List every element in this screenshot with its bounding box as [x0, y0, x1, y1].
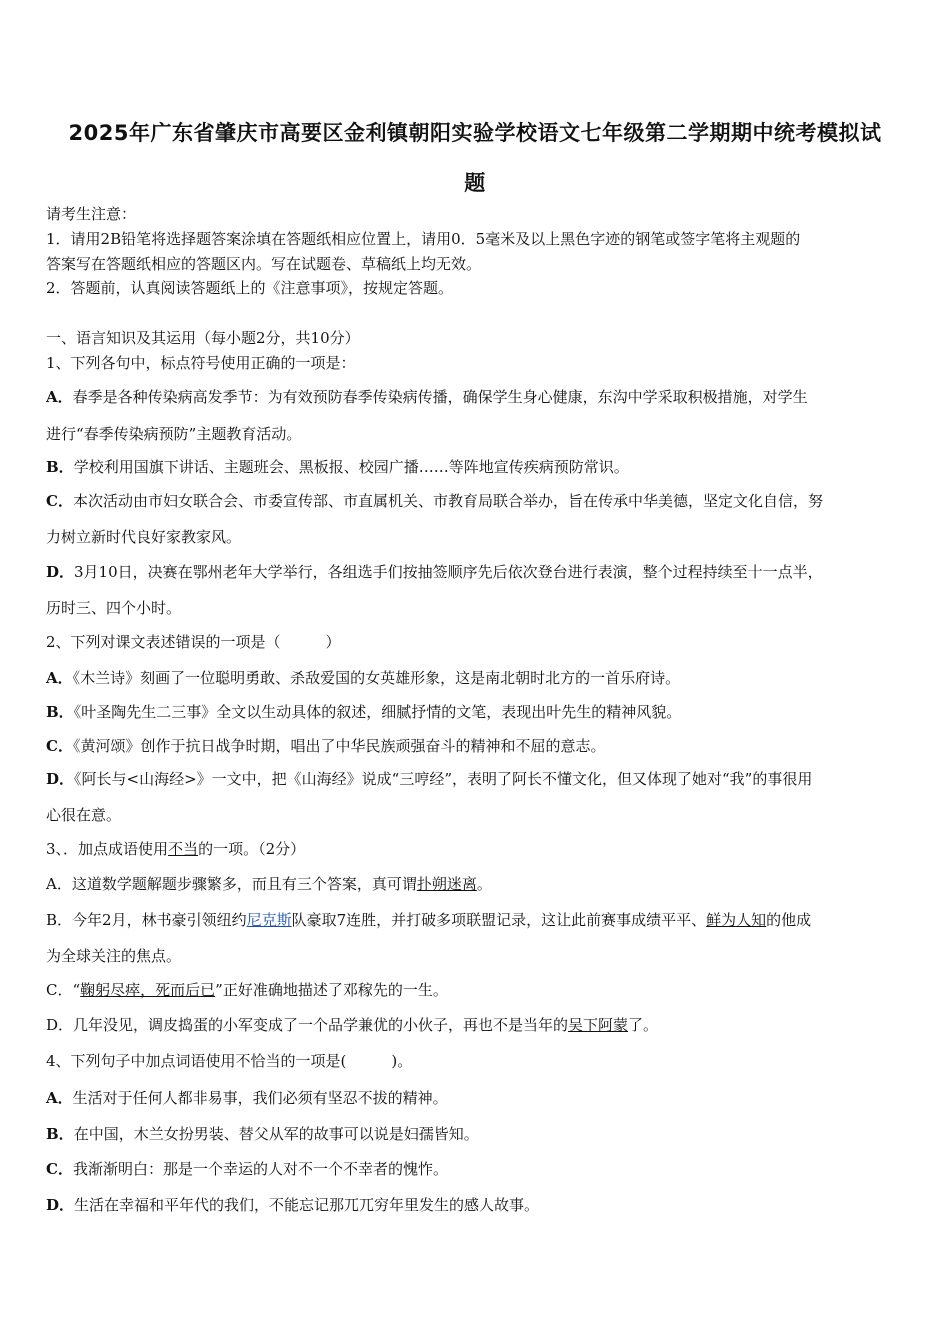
option-text: 春季是各种传染病高发季节：为有效预防春季传染病传播，确保学生身心健康，东沟中学采取积极措施，对学生: [72, 388, 808, 406]
option-text: 生活在幸福和平年代的我们，不能忘记那兀兀穷年里发生的感人故事。: [74, 1196, 540, 1214]
option-letter: B．: [46, 458, 74, 476]
option-letter: B．: [46, 703, 74, 721]
option-letter: A．: [46, 388, 73, 406]
question-1-stem: 1、下列各句中，标点符号使用正确的一项是：: [46, 354, 356, 372]
option-letter: C．: [46, 737, 73, 755]
knicks-link[interactable]: 尼克斯: [246, 911, 292, 929]
question-3-option-d: [46, 1014, 908, 1035]
option-text: 《叶圣陶先生二三事》全文以生动具体的叙述，细腻抒情的文笔，表现出叶先生的精神风貌。: [73, 703, 682, 721]
question-4-stem: 4、下列句子中加点词语使用不恰当的一项是( )。: [46, 1052, 413, 1070]
option-text: 我渐渐明白：那是一个幸运的人对不一个不幸者的愧怍。: [72, 1160, 448, 1178]
option-letter: A．: [46, 1089, 73, 1107]
option-letter: C．: [46, 1160, 73, 1178]
option-text: B．今年2月，林书豪引领纽约: [46, 911, 247, 929]
notice-item-2: 2．答题前，认真阅读答题纸上的《注意事项》，按规定答题。: [46, 279, 454, 297]
option-text: 队豪取7连胜，并打破多项联盟记录，这让此前赛事成绩平平、: [291, 911, 707, 929]
title-line-2: 题: [464, 171, 486, 195]
option-letter: D．: [46, 770, 75, 788]
question-4-option-d: [46, 1194, 908, 1215]
question-2-option-d-cont: 心很在意。: [46, 806, 122, 824]
exam-title: [40, 108, 910, 208]
question-2-option-d: [46, 768, 908, 789]
question-2-option-a: [46, 667, 908, 688]
option-letter: D．: [46, 563, 75, 581]
question-2-stem: 2、下列对课文表述错误的一项是（ ）: [46, 633, 341, 651]
stem-emphasis: 不当: [168, 840, 199, 858]
option-text: 《木兰诗》刻画了一位聪明勇敢、杀敌爱国的女英雄形象，这是南北朝时北方的一首乐府诗。: [72, 669, 681, 687]
idiom-underlined: 吴下阿蒙: [568, 1016, 629, 1034]
question-3-stem: [46, 838, 908, 859]
option-text: 了。: [628, 1016, 659, 1034]
question-1-option-a: [46, 386, 908, 407]
option-letter: A．: [46, 669, 73, 687]
question-1-option-c: [46, 490, 908, 511]
question-3-option-c: [46, 979, 908, 1000]
notice-item-1: 1．请用2B铅笔将选择题答案涂填在答题纸相应位置上，请用0．5毫米及以上黑色字迹的钢笔或签字笔将主观题的: [46, 230, 801, 248]
question-3-option-a: [46, 873, 908, 894]
notice-item-1-cont: 答案写在答题纸相应的答题区内。写在试题卷、草稿纸上均无效。: [46, 255, 482, 273]
idiom-underlined: 鲜为人知: [706, 911, 767, 929]
option-text: 本次活动由市妇女联合会、市委宣传部、市直属机关、市教育局联合举办，旨在传承中华美德，坚定文化自信，努: [72, 492, 823, 510]
title-line-1: 2025年广东省肇庆市高要区金利镇朝阳实验学校语文七年级第二学期期中统考模拟试: [68, 121, 882, 145]
idiom-underlined: 扑朔迷离: [416, 875, 477, 893]
question-1-option-b: [46, 456, 908, 477]
option-text: 。: [476, 875, 492, 893]
option-text: 生活对于任何人都非易事，我们必须有坚忍不拔的精神。: [72, 1089, 448, 1107]
option-letter: B．: [46, 1125, 74, 1143]
notice-heading: 请考生注意：: [46, 205, 137, 223]
option-text: C．“: [46, 981, 81, 999]
question-1-option-c-cont: 力树立新时代良好家教家风。: [46, 528, 242, 546]
option-text: ”正好准确地描述了邓稼先的一生。: [215, 981, 448, 999]
question-4-option-c: [46, 1158, 908, 1179]
question-3-option-b: [46, 909, 908, 930]
option-text: 《黄河颂》创作于抗日战争时期，唱出了中华民族顽强奋斗的精神和不屈的意志。: [72, 737, 606, 755]
idiom-underlined: 鞠躬尽瘁，死而后已: [80, 981, 216, 999]
option-text: A．这道数学题解题步骤繁多，而且有三个答案，真可谓: [46, 875, 417, 893]
option-text: 的他成: [766, 911, 812, 929]
question-3-option-b-cont: 为全球关注的焦点。: [46, 947, 182, 965]
stem-text: 3、．加点成语使用: [46, 840, 169, 858]
question-1-option-d: [46, 561, 908, 582]
option-text: 《阿长与<山海经>》一文中，把《山海经》说成“三哼经”，表明了阿长不懂文化，但又体现了她对“我”的事很用: [74, 770, 813, 788]
question-4-option-a: [46, 1087, 908, 1108]
section-heading: 一、语言知识及其运用（每小题2分，共10分）: [46, 329, 360, 347]
option-letter: D．: [46, 1196, 75, 1214]
option-letter: C．: [46, 492, 73, 510]
option-text: 在中国，木兰女扮男装、替父从军的故事可以说是妇孺皆知。: [73, 1125, 479, 1143]
option-text: 学校利用国旗下讲话、主题班会、黑板报、校园广播……等阵地宣传疾病预防常识。: [73, 458, 629, 476]
question-2-option-c: [46, 735, 908, 756]
question-4-option-b: [46, 1123, 908, 1144]
question-1-option-d-cont: 历时三、四个小时。: [46, 599, 182, 617]
option-text: 3月10日，决赛在鄂州老年大学举行，各组选手们按抽签顺序先后依次登台进行表演，整个过程持续至十一点半，: [74, 563, 823, 581]
question-1-option-a-cont: 进行“春季传染病预防”主题教育活动。: [46, 425, 302, 443]
stem-text: 的一项。（2分）: [198, 840, 306, 858]
question-2-option-b: [46, 701, 908, 722]
option-text: D．几年没见，调皮捣蛋的小军变成了一个品学兼优的小伙子，再也不是当年的: [46, 1016, 569, 1034]
